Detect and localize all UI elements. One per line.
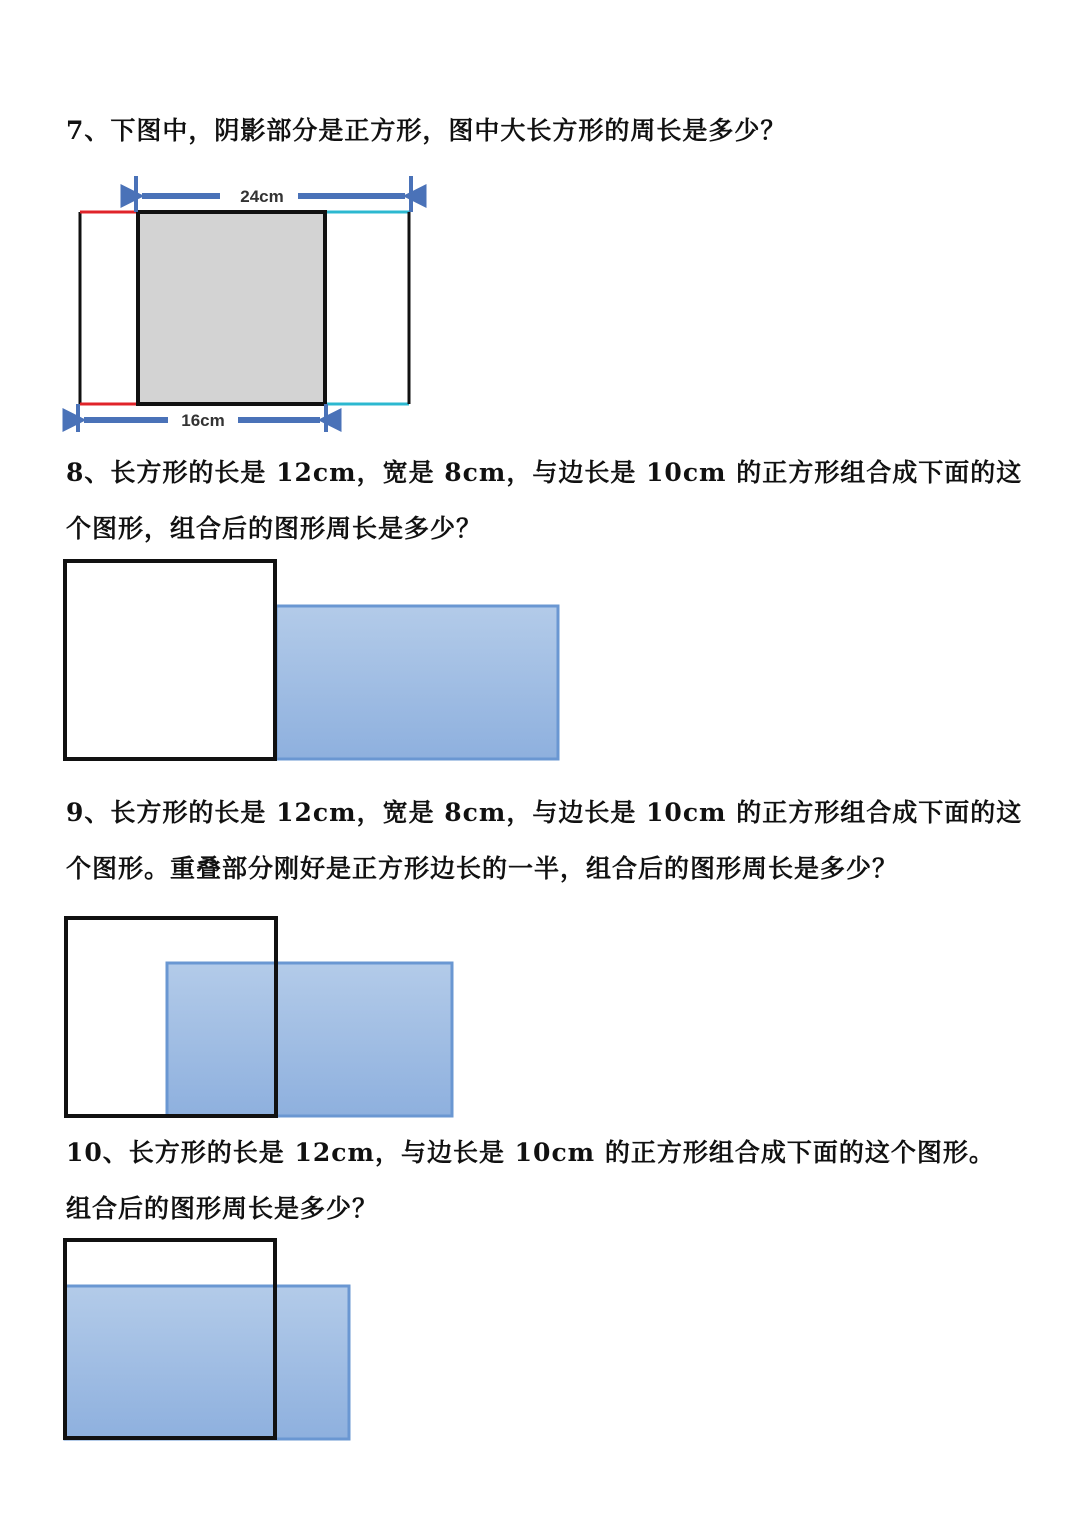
question-8-text-line-1: 8、长方形的长是 12cm，宽是 8cm，与边长是 10cm 的正方形组合成下面的这 — [66, 458, 1023, 487]
blue-rectangle — [276, 606, 558, 759]
question-10-text-line-1: 10、长方形的长是 12cm，与边长是 10cm 的正方形组合成下面的这个图形。 — [66, 1138, 995, 1167]
blue-rectangle — [65, 1286, 349, 1439]
dim-24-label: 24cm — [240, 187, 284, 206]
question-9-text-line-2: 个图形。重叠部分刚好是正方形边长的一半，组合后的图形周长是多少？ — [66, 854, 899, 883]
question-10-text-line-2: 组合后的图形周长是多少？ — [66, 1194, 379, 1223]
question-7-text: 7、下图中，阴影部分是正方形，图中大长方形的周长是多少？ — [66, 116, 787, 145]
question-9-figure — [0, 912, 470, 1122]
dim-16-label: 16cm — [181, 411, 225, 430]
question-7-figure — [0, 170, 440, 440]
square — [65, 561, 275, 759]
question-8-figure — [0, 555, 580, 770]
question-9-text-line-1: 9、长方形的长是 12cm，宽是 8cm，与边长是 10cm 的正方形组合成下面的这 — [66, 798, 1023, 827]
shaded-square — [138, 212, 325, 404]
blue-rectangle — [167, 963, 452, 1116]
question-8-text-line-2: 个图形，组合后的图形周长是多少？ — [66, 514, 483, 543]
question-10-figure — [0, 1234, 370, 1446]
